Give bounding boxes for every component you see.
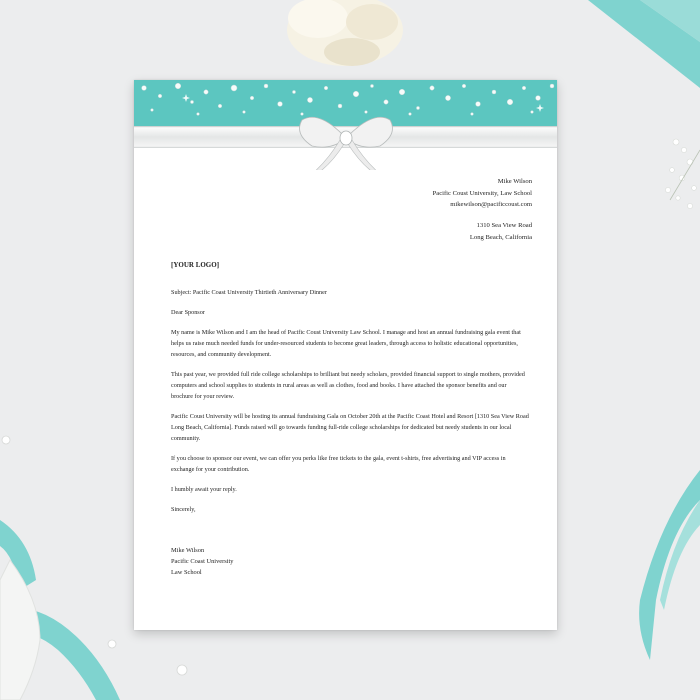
address-street: 1310 Sea View Road (476, 222, 532, 229)
letter-paragraph: This past year, we provided full ride college scholarships to brilliant but needy scholars, provided financial support to single mothers, provided computers and school supplies to students in rural areas as well as clothes, food and books. I have attached the sponsor benefits and our brochure for your review. (171, 371, 525, 400)
signature-university: Pacific Coast University (171, 558, 234, 565)
sender-email: mikewilson@pacificcoust.com (450, 201, 532, 208)
logo-placeholder: [YOUR LOGO] (171, 261, 220, 269)
sender-name: Mike Wilson (497, 178, 532, 185)
letter-paragraph: If you choose to sponsor our event, we can offer you perks like free tickets to the gala, event t-shirts, free advertising and VIP access in exchange for your contribution. (171, 454, 506, 473)
sender-organization: Pacific Coust University, Law School (432, 189, 532, 197)
gypsophila-sprig (665, 139, 700, 209)
letter-page (134, 80, 557, 630)
letter-subject: Subject: Pacific Coast University Thirtieth Anniversary Dinner (171, 289, 327, 296)
signature-department: Law School (171, 569, 202, 576)
letter-paragraph: My name is Mike Wilson and I am the head of Pacific Coust University Law School. I manage and host an annual fundraising gala event that helps us raise much needed funds for under-resourced students to become great leaders, through access to holistic educational opportunities, resources, and community development. (171, 329, 521, 358)
address-block (470, 220, 532, 243)
ribbon-right (639, 470, 700, 660)
signature-name: Mike Wilson (171, 547, 205, 554)
flower-decoration (287, 0, 403, 66)
signature-block (171, 545, 233, 578)
letter-paragraph: I humbly await your reply. (171, 485, 237, 493)
address-city: Long Beach, California (469, 233, 532, 241)
letter-salutation: Dear Sponsor (171, 309, 205, 317)
ribbon-top-right (588, 0, 700, 88)
sender-block (433, 176, 532, 211)
ribbon-bottom-left (0, 520, 120, 700)
letter-body (171, 288, 529, 525)
letter-closing: Sincerely, (171, 505, 196, 513)
letter-paragraph: Pacific Coust University will be hosting its annual fundraising Gala on October 20th at the Pacific Coast Hotel and Resort [1310 Sea View Road Long Beach, California]. Funds raised will go towards funding full-ride college scholarships for dedicated but needy students in our local community. (171, 412, 529, 442)
